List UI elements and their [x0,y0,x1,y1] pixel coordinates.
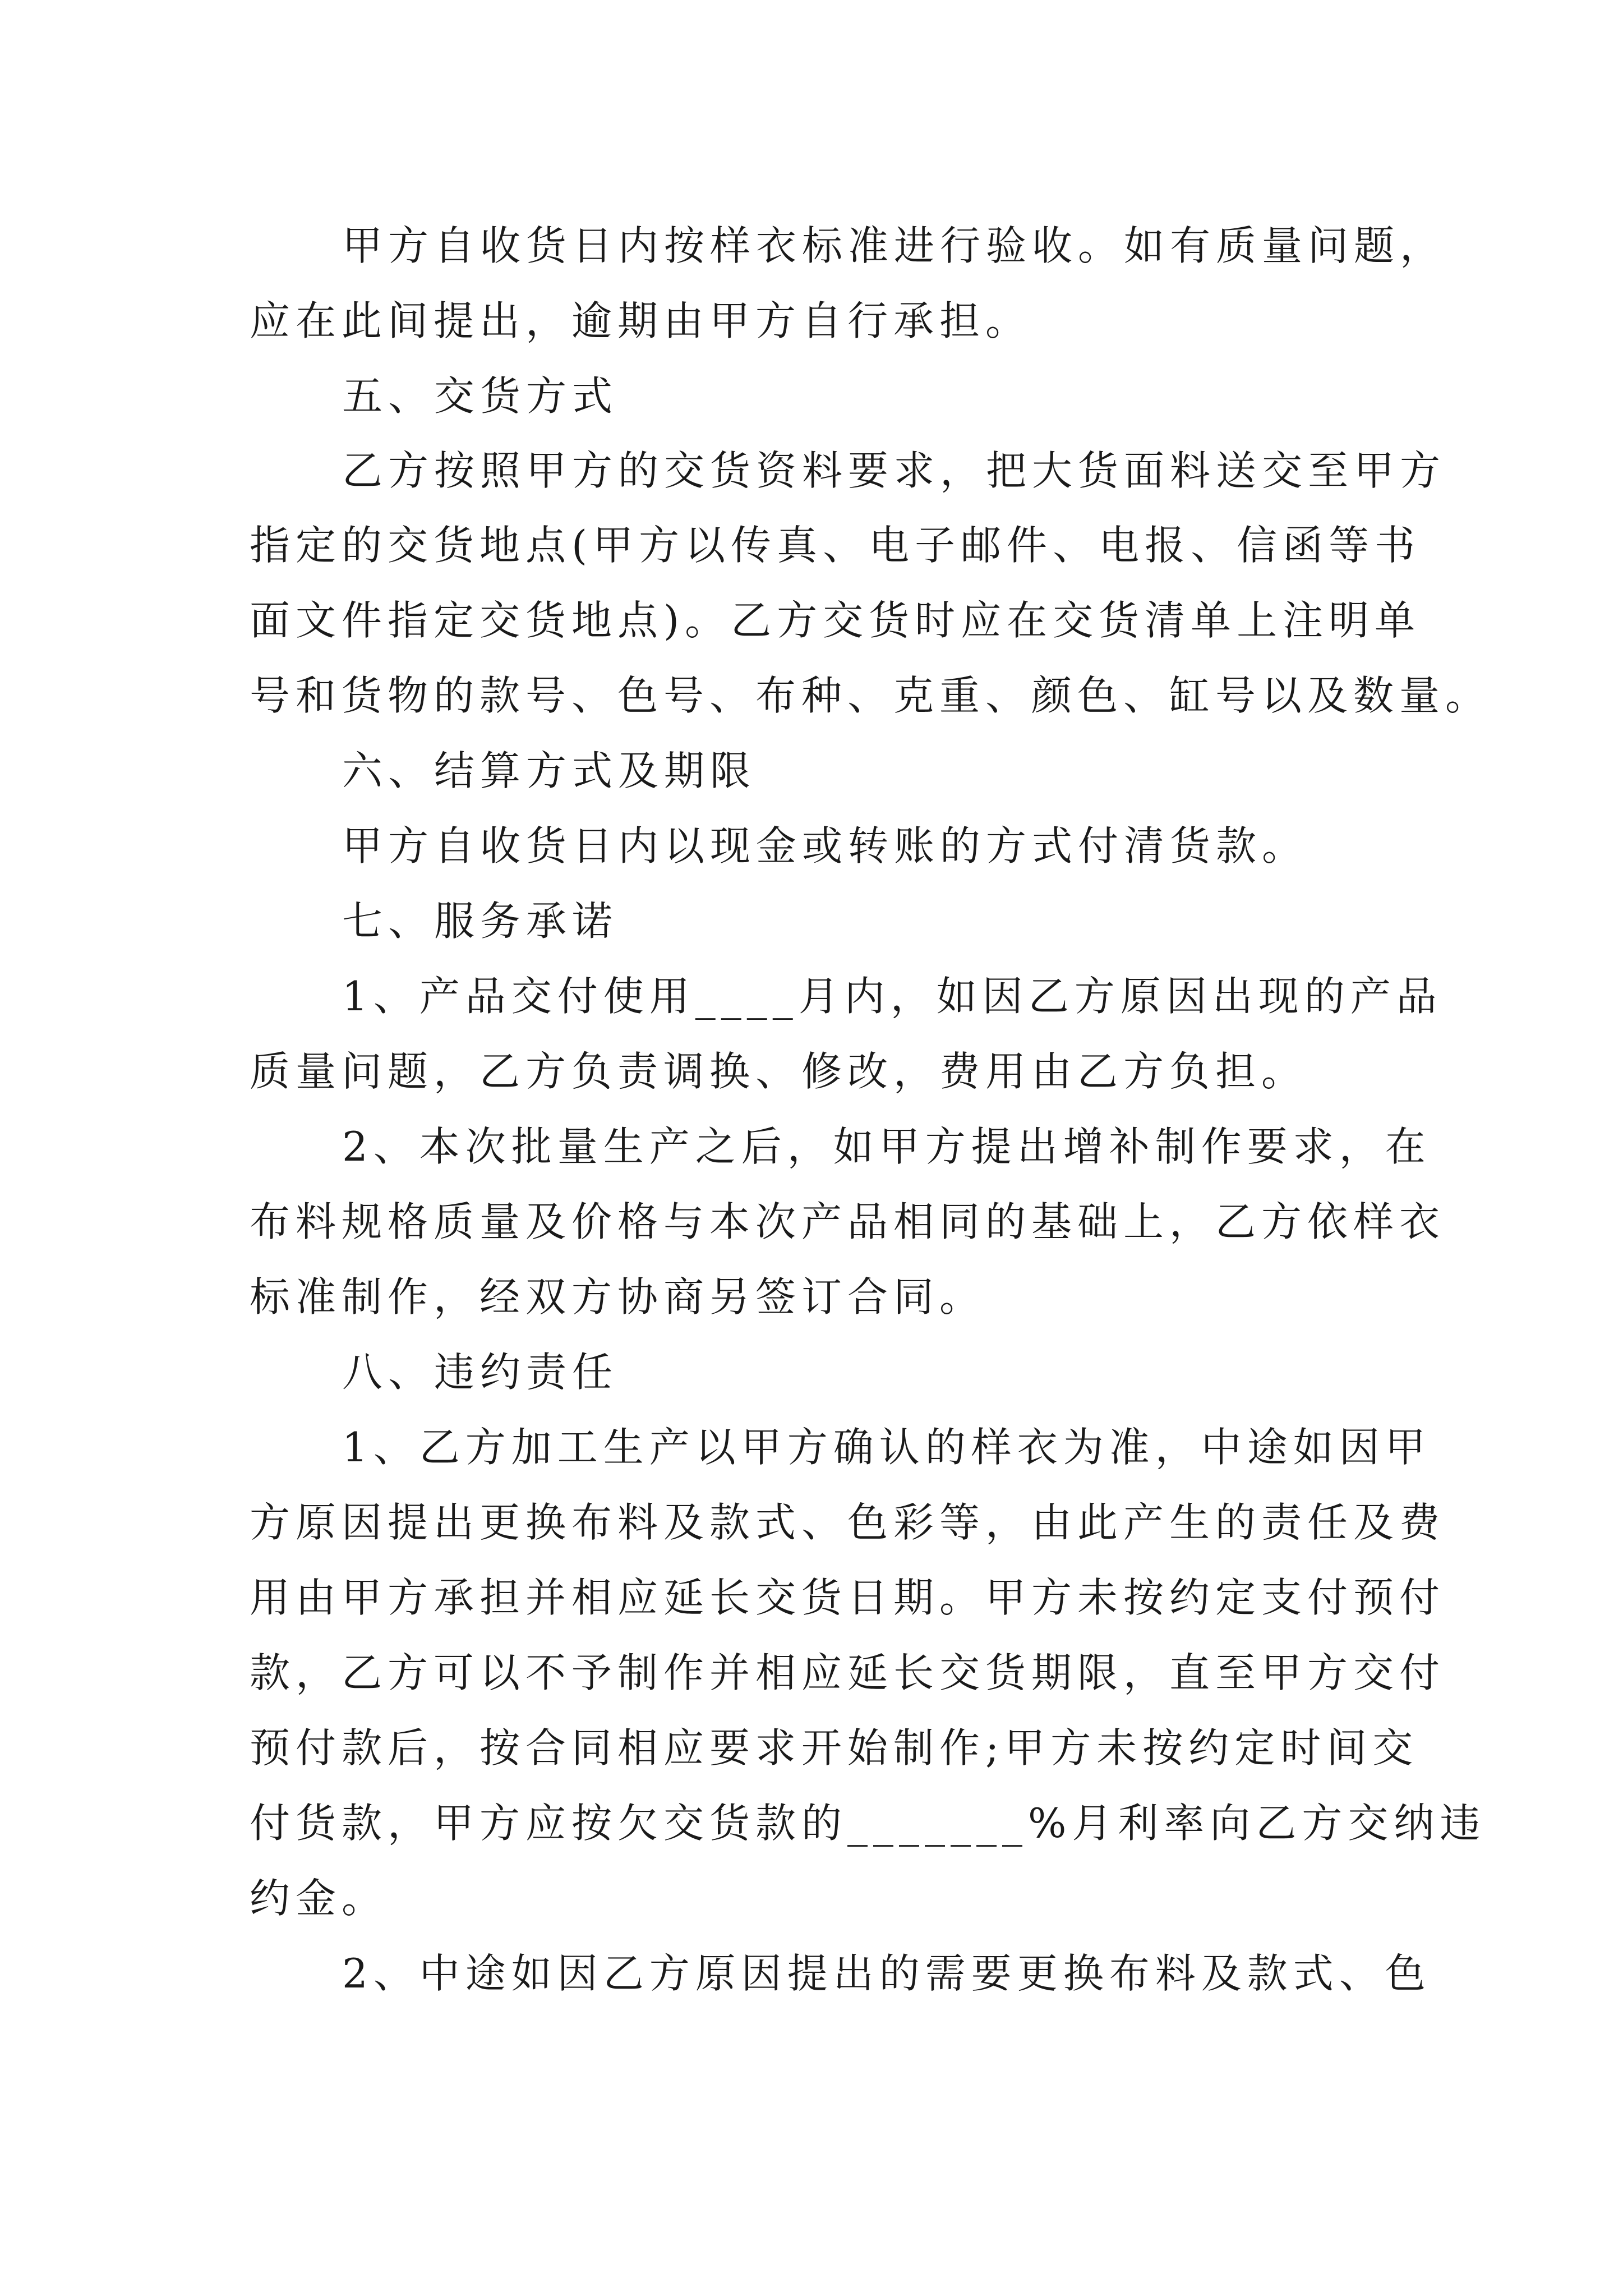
paragraph-line: 应在此间提出，逾期由甲方自行承担。 [250,297,1032,344]
paragraph-line: 付货款，甲方应按欠交货款的_______%月利率向乙方交纳违 [250,1800,1486,1847]
paragraph-line: 约金。 [250,1875,388,1922]
paragraph-line: 用由甲方承担并相应延长交货日期。甲方未按约定支付预付 [250,1574,1446,1621]
paragraph-line: 质量问题，乙方负责调换、修改，费用由乙方负担。 [250,1048,1308,1095]
paragraph-line: 2、本次批量生产之后，如甲方提出增补制作要求，在 [342,1123,1431,1170]
paragraph-line: 方原因提出更换布料及款式、色彩等，由此产生的责任及费 [250,1499,1446,1546]
paragraph-line: 号和货物的款号、色号、布种、克重、颜色、缸号以及数量。 [250,672,1492,719]
paragraph-line: 款，乙方可以不予制作并相应延长交货期限，直至甲方交付 [250,1649,1446,1696]
paragraph-line: 2、中途如因乙方原因提出的需要更换布料及款式、色 [342,1950,1431,1997]
paragraph-line: 乙方按照甲方的交货资料要求，把大货面料送交至甲方 [342,447,1446,494]
paragraph-line: 1、乙方加工生产以甲方确认的样衣为准，中途如因甲 [342,1424,1431,1471]
section-heading: 八、违约责任 [342,1349,619,1396]
section-heading: 七、服务承诺 [342,898,619,945]
paragraph-line: 1、产品交付使用____月内，如因乙方原因出现的产品 [342,973,1442,1020]
section-heading: 五、交货方式 [342,372,619,420]
paragraph-line: 甲方自收货日内以现金或转账的方式付清货款。 [342,822,1308,869]
paragraph-line: 指定的交货地点(甲方以传真、电子邮件、电报、信函等书 [250,522,1421,569]
paragraph-line: 甲方自收货日内按样衣标准进行验收。如有质量问题， [342,222,1446,269]
paragraph-line: 标准制作，经双方协商另签订合同。 [250,1273,986,1320]
paragraph-line: 布料规格质量及价格与本次产品相同的基础上，乙方依样衣 [250,1198,1446,1245]
paragraph-line: 面文件指定交货地点)。乙方交货时应在交货清单上注明单 [250,597,1421,644]
section-heading: 六、结算方式及期限 [342,747,757,794]
paragraph-line: 预付款后，按合同相应要求开始制作;甲方未按约定时间交 [250,1724,1419,1772]
